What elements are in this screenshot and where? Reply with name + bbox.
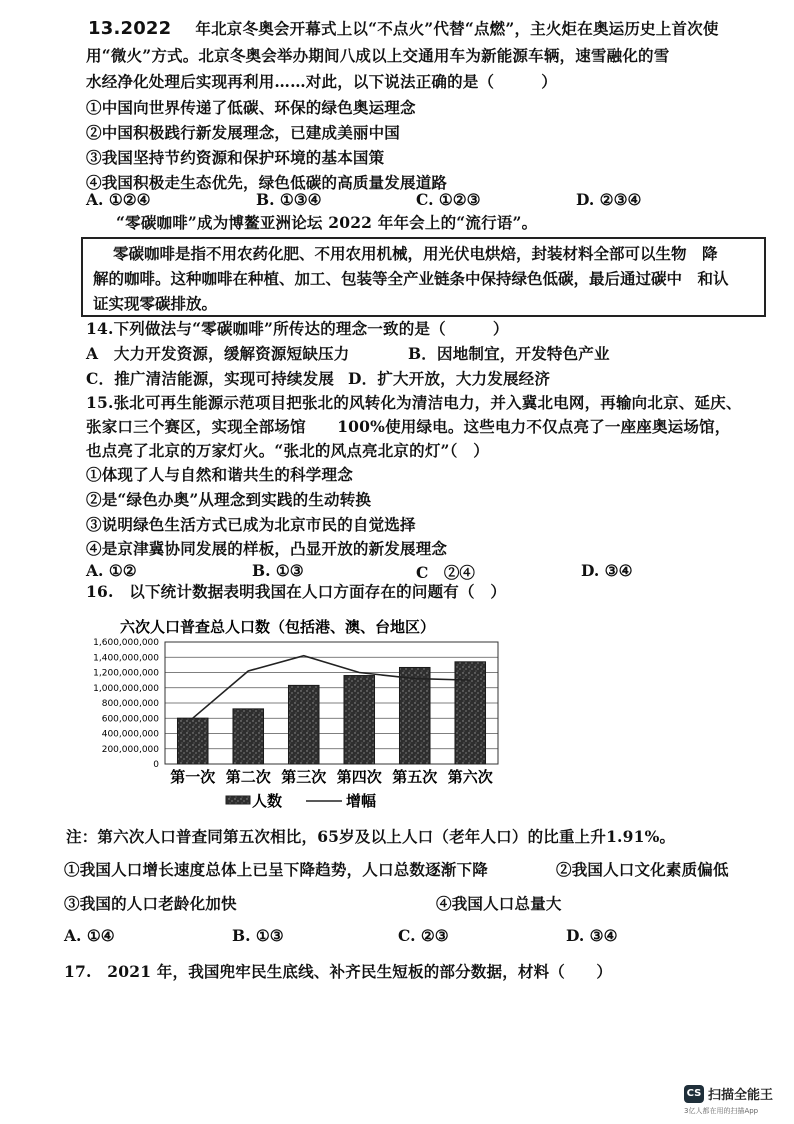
q15-option-b[interactable]: B. ①③ (252, 561, 304, 580)
chart-legend (226, 792, 376, 810)
q16-option-d[interactable]: D. ③④ (566, 926, 618, 945)
q16-item-3: ③我国的人口老龄化加快 (64, 894, 237, 913)
bar-4 (344, 676, 375, 764)
q15-item-4: ④是京津冀协同发展的样板，凸显开放的新发展理念 (86, 539, 448, 558)
material-box (81, 237, 766, 317)
q13-line2: 用“微火”方式。北京冬奥会举办期间八成以上交通用车为新能源车辆，速雪融化的雪 (86, 46, 670, 65)
legend-line-label: 增幅 (346, 792, 377, 810)
y-tick-label: 1,200,000,000 (93, 668, 159, 679)
chart-grid (165, 642, 498, 764)
q15-line3: 也点亮了北京的万家灯火。“张北的风点亮北京的灯”（ ） (86, 441, 489, 460)
population-census-chart (60, 612, 510, 817)
bar-3 (288, 685, 319, 764)
q13-option-b[interactable]: B. ①③④ (256, 190, 322, 209)
q13-item-4: ④我国积极走生态优先，绿色低碳的高质量发展道路 (86, 173, 448, 192)
q13-options (86, 190, 766, 212)
y-axis-ticks (93, 638, 159, 770)
q14-option-b[interactable]: B．因地制宜，开发特色产业 (408, 344, 610, 363)
scanner-brand: 扫描全能王 (708, 1088, 774, 1103)
q15-item-2: ②是“绿色办奥”从理念到实践的生动转换 (86, 490, 372, 509)
coffee-intro: “零碳咖啡”成为博鳌亚洲论坛 2022 年年会上的“流行语”。 (116, 213, 538, 232)
scanner-logo-icon: CS (684, 1085, 704, 1103)
q13-option-c[interactable]: C. ①②③ (416, 190, 481, 209)
q16-item-4: ④我国人口总量大 (436, 894, 562, 913)
y-tick-label: 1,400,000,000 (93, 653, 159, 664)
q15-item-3: ③说明绿色生活方式已成为北京市民的自觉选择 (86, 515, 416, 534)
q16-options (64, 926, 744, 948)
chart-title: 六次人口普查总人口数（包括港、澳、台地区） (120, 618, 436, 636)
material-line-2: 解的咖啡。这种咖啡在种植、加工、包装等全产业链条中保持绿色低碳，最后通过碳中 和认 (93, 270, 729, 288)
q13-line3: 水经净化处理后实现再利用……对此，以下说法正确的是（ ） (86, 72, 558, 91)
q13-option-a[interactable]: A. ①②④ (86, 190, 151, 209)
x-tick-label: 第三次 (281, 768, 327, 786)
legend-bar-swatch (226, 796, 250, 804)
q13-line1-text: 年北京冬奥会开幕式上以“不点火”代替“点燃”，主火炬在奥运历史上首次使 (195, 19, 719, 38)
x-tick-label: 第一次 (170, 768, 216, 786)
y-tick-label: 800,000,000 (101, 699, 159, 709)
y-tick-label: 0 (153, 760, 159, 770)
q16-stem: 16. 以下统计数据表明我国在人口方面存在的问题有（ ） (86, 582, 507, 601)
material-line-3: 证实现零碳排放。 (93, 295, 218, 313)
y-tick-label: 400,000,000 (101, 729, 159, 740)
q13-line1 (88, 18, 719, 40)
q15-line1: 15.张北可再生能源示范项目把张北的风转化为清洁电力，并入冀北电网，再输向北京、延庆、 (86, 393, 742, 412)
bar-1 (177, 718, 208, 764)
q16-item-1: ①我国人口增长速度总体上已呈下降趋势，人口总数逐渐下降 (64, 860, 488, 879)
q13-item-1: ①中国向世界传递了低碳、环保的绿色奥运理念 (86, 98, 416, 117)
legend-bar-label: 人数 (252, 792, 283, 810)
q15-option-c[interactable]: C ②④ (416, 563, 475, 582)
q14-stem: 14.下列做法与“零碳咖啡”所传达的理念一致的是（ ） (86, 319, 509, 338)
scanner-tagline: 3亿人都在用的扫描App (684, 1107, 759, 1115)
q14-option-c[interactable]: C．推广清洁能源，实现可持续发展 (86, 369, 335, 388)
x-tick-label: 第五次 (392, 768, 438, 786)
bar-6 (455, 662, 486, 764)
q16-item-2: ②我国人口文化素质偏低 (556, 860, 729, 879)
y-tick-label: 200,000,000 (101, 744, 159, 755)
q15-option-a[interactable]: A. ①② (86, 561, 137, 580)
q14-option-a[interactable]: A 大力开发资源，缓解资源短缺压力 (86, 344, 350, 363)
bar-2 (233, 709, 264, 764)
y-tick-label: 600,000,000 (101, 714, 159, 725)
q15-line2: 张家口三个赛区，实现全部场馆 100%使用绿电。这些电力不仅点亮了一座座奥运场馆， (86, 417, 731, 436)
q13-number: 13.2022 (88, 18, 172, 39)
q15-item-1: ①体现了人与自然和谐共生的科学理念 (86, 465, 353, 484)
y-tick-label: 1,600,000,000 (93, 638, 159, 648)
q17-stem: 17. 2021 年，我国兜牢民生底线、补齐民生短板的部分数据，材料（ ） (64, 962, 613, 981)
q13-item-2: ②中国积极践行新发展理念，已建成美丽中国 (86, 123, 401, 142)
q14-option-d[interactable]: D．扩大开放，大力发展经济 (348, 369, 551, 388)
x-tick-label: 第四次 (336, 768, 382, 786)
q15-options (86, 561, 766, 583)
y-tick-label: 1,000,000,000 (93, 683, 159, 694)
q16-option-b[interactable]: B. ①③ (232, 926, 284, 945)
q15-option-d[interactable]: D. ③④ (581, 561, 633, 580)
bar-5 (399, 667, 430, 764)
q16-option-c[interactable]: C. ②③ (398, 926, 449, 945)
q13-option-d[interactable]: D. ②③④ (576, 190, 642, 209)
x-tick-label: 第六次 (447, 768, 493, 786)
q13-item-3: ③我国坚持节约资源和保护环境的基本国策 (86, 148, 385, 167)
x-axis-ticks (170, 768, 493, 786)
material-line-1: 零碳咖啡是指不用农药化肥、不用农用机械，用光伏电烘焙，封装材料全部可以生物 降 (113, 245, 718, 263)
x-tick-label: 第二次 (225, 768, 271, 786)
q16-option-a[interactable]: A. ①④ (64, 926, 115, 945)
q16-note: 注：第六次人口普查同第五次相比，65岁及以上人口（老年人口）的比重上升1.91%。 (66, 827, 676, 846)
